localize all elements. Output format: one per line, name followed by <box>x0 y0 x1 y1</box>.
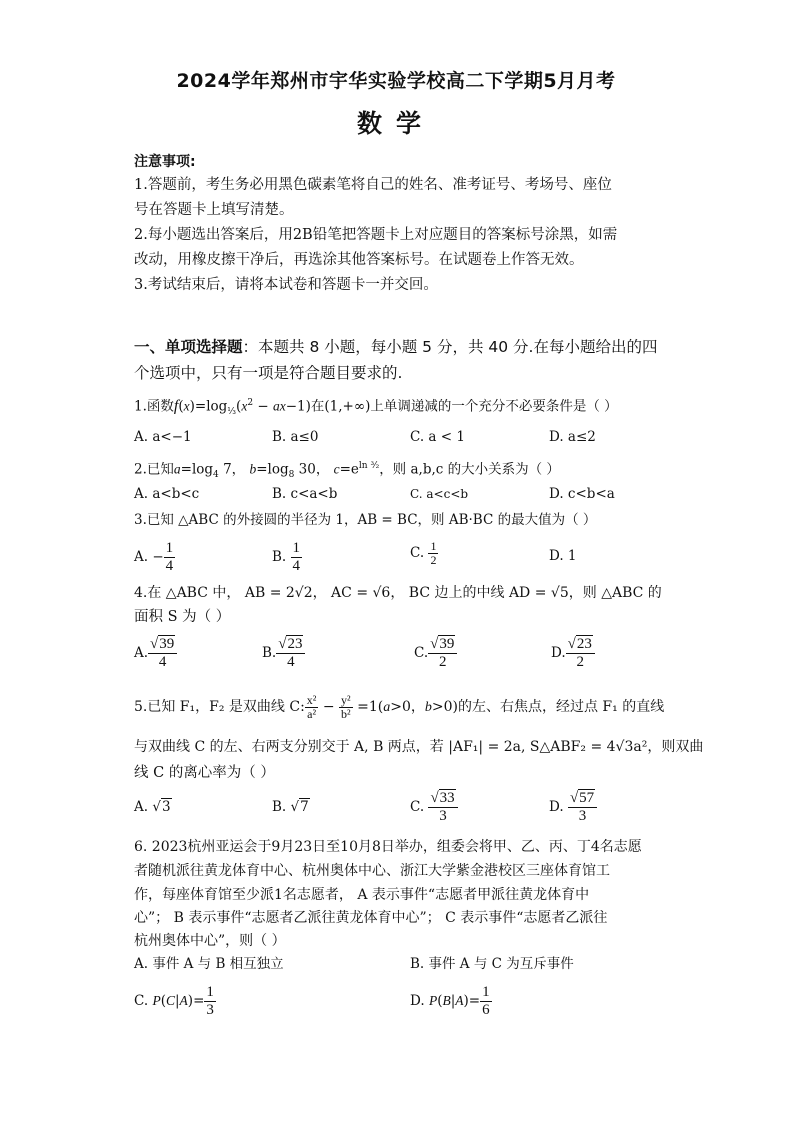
subject-title: 数学 <box>356 109 435 138</box>
q6-option-a: A. 事件 A 与 B 相互独立 <box>134 956 284 972</box>
q3-option-c: C. $\frac{1}{2}$ <box>410 539 437 567</box>
section-1-title: 一、单项选择题 <box>134 338 243 356</box>
question-4-line-1: 4.在 △ABC 中， AB = 2√2， AC = √6， BC 边上的中线 AD = √5，则 △ABC 的 <box>134 585 662 601</box>
q1-option-d: D. a≤2 <box>549 429 596 445</box>
q6-option-d: D. P(B|A)= $\frac{1}{6}$ <box>410 984 490 1018</box>
question-5-line-1: 5.已知 F₁，F₂ 是双曲线 C: $\frac{\text{x²}}{\text{a²}}$ − $\frac{\text{y²}}{\text{b²}}$ =1(a>0，b>0)的左、右焦点，经过点 F₁ 的直线 <box>134 692 665 721</box>
notice-heading: 注意事项: <box>134 154 196 170</box>
q5-option-b: B. √7 <box>272 799 309 815</box>
q5-option-a: A. √3 <box>134 799 171 815</box>
q1-suffix: 上单调递减的一个充分不必要条件是（ ） <box>370 398 618 415</box>
question-4-line-2: 面积 S 为（ ） <box>134 609 231 625</box>
notice-item-1-line-2: 号在答题卡上填写清楚。 <box>134 202 294 218</box>
question-6-line-2: 者随机派往黄龙体育中心、杭州奥体中心、浙江大学紫金港校区三座体育馆工 <box>134 863 610 879</box>
section-1-line-1 <box>134 337 657 357</box>
q3-option-b: B. $\frac{1}{4}$ <box>272 540 301 574</box>
q4-option-a: A. $\frac{√39}{4}$ <box>134 636 177 671</box>
section-1-desc-2: 个选项中，只有一项是符合题目要求的. <box>134 364 403 382</box>
q2-suffix: ，则 a,b,c 的大小关系为（ ） <box>379 461 560 478</box>
q4-option-c: C. $\frac{√39}{2}$ <box>414 636 457 671</box>
q4-option-b: B. $\frac{√23}{4}$ <box>262 636 305 671</box>
q5-suffix: 的左、右焦点，经过点 F₁ 的直线 <box>457 699 665 715</box>
q1-option-a: A. a<−1 <box>134 429 192 445</box>
q6-option-b: B. 事件 A 与 C 为互斥事件 <box>410 956 574 972</box>
question-1-stem: 1.函数$f(x)=\log_{\frac{1}{3}}(x^2 - ax-1)$在(1,+∞)上单调递减的一个充分不必要条件是（ ） <box>134 397 618 418</box>
q2-option-b: B. c<a<b <box>272 486 338 502</box>
q4-option-d: D. $\frac{√23}{2}$ <box>551 636 595 671</box>
question-6-line-3: 作，每座体育馆至少派1名志愿者， A 表示事件“志愿者甲派往黄龙体育中 <box>134 887 590 903</box>
q3-option-d: D. 1 <box>549 548 577 564</box>
question-6-line-4: 心”； B 表示事件“志愿者乙派往黄龙体育中心”； C 表示事件“志愿者乙派往 <box>134 910 608 926</box>
exam-title: 2024学年郑州市宇华实验学校高二下学期5月月考 <box>176 70 616 92</box>
q2-option-c: C. a<c<b <box>410 487 469 501</box>
question-3-stem: 3.已知 △ABC 的外接圆的半径为 1，AB = BC，则 AB·BC 的最大值为（ ） <box>134 512 597 528</box>
q2-option-a: A. a<b<c <box>134 486 200 502</box>
q5-prefix: 5.已知 F₁，F₂ 是双曲线 C: <box>134 699 305 715</box>
q5-option-c: C. $\frac{√33}{3}$ <box>410 790 458 825</box>
question-5-line-3: 线 C 的离心率为（ ） <box>134 765 275 781</box>
q3-option-a: A. − $\frac{1}{4}$ <box>134 540 174 574</box>
question-5-line-2: 与双曲线 C 的左、右两支分别交于 A, B 两点，若 |AF₁| = 2a, S△ABF₂ = 4√3a²，则双曲 <box>134 739 704 755</box>
notice-item-2-line-1: 2.每小题选出答案后，用2B铅笔把答题卡上对应题目的答案标号涂黑，如需 <box>134 227 618 243</box>
section-1-desc-1: ：本题共 8 小题，每小题 5 分，共 40 分.在每小题给出的四 <box>242 338 658 356</box>
q1-option-b: B. a≤0 <box>272 429 319 445</box>
q1-prefix: 1.函数 <box>134 398 174 415</box>
q2-prefix: 2.已知 <box>134 461 174 478</box>
q6-option-c: C. P(C|A)= $\frac{1}{3}$ <box>134 984 214 1018</box>
q5-option-d: D. $\frac{√57}{3}$ <box>549 790 597 825</box>
question-2-stem: 2.已知$a=\log_4$ 7， $b=\log_8$ 30， $c=e^{ln ^3⁄_2}$，则 a,b,c 的大小关系为（ ） <box>134 461 560 481</box>
question-6-line-5: 杭州奥体中心”，则（ ） <box>134 933 286 949</box>
notice-item-3: 3.考试结束后，请将本试卷和答题卡一并交回。 <box>134 277 438 293</box>
question-6-line-1: 6. 2023杭州亚运会于9月23日至10月8日举办，组委会将甲、乙、丙、丁4名志愿 <box>134 839 642 855</box>
q1-option-c: C. a < 1 <box>410 429 465 445</box>
notice-item-1-line-1: 1.答题前，考生务必用黑色碳素笔将自己的姓名、准考证号、考场号、座位 <box>134 177 612 193</box>
notice-item-2-line-2: 改动，用橡皮擦干净后，再选涂其他答案标号。在试题卷上作答无效。 <box>134 252 584 268</box>
q2-option-d: D. c<b<a <box>549 486 615 502</box>
